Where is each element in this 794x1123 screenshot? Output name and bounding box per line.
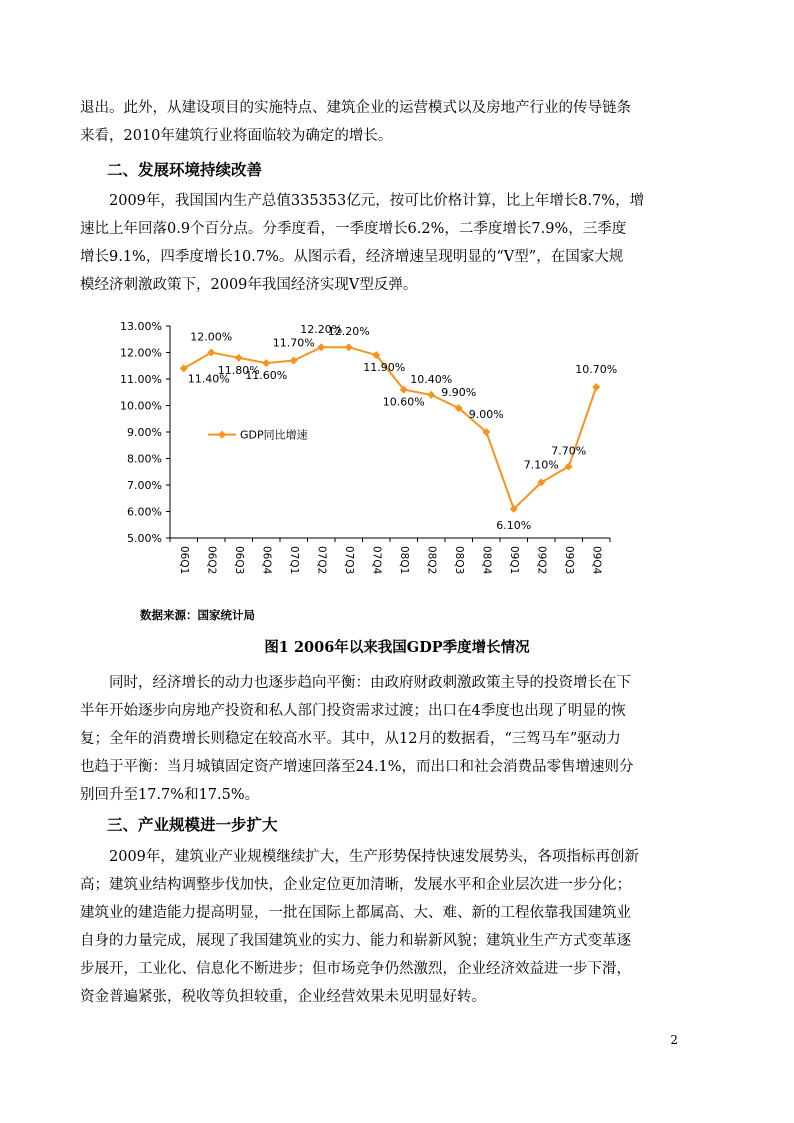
text-line: 增长9.1%，四季度增长10.7%。从图示看，经济增速呈现明显的“V型”，在国家大规	[80, 249, 624, 265]
text-line: 资金普遍紧张，税收等负担较重，企业经营效果未见明显好转。	[80, 989, 486, 1005]
y-tick-label: 8.00%	[127, 452, 162, 466]
y-tick-label: 11.00%	[120, 373, 162, 386]
data-label: 10.70%	[575, 362, 618, 376]
text-line: 2009年，我国国内生产总值335353亿元，按可比价格计算，比上年增长8.7%，增	[109, 193, 645, 209]
x-tick-label: 07Q1	[287, 546, 300, 575]
data-label: 6.10%	[496, 518, 532, 532]
data-label: 12.20%	[327, 325, 370, 339]
section-heading-environment: 二、发展环境持续改善	[107, 161, 263, 179]
text-line: 步展开，工业化、信息化不断进步；但市场竞争仍然激烈，企业经济效益进一步下滑，	[80, 961, 631, 977]
page-number: 2	[670, 1033, 678, 1047]
data-point-marker	[290, 356, 298, 364]
section-heading-industry-scale: 三、产业规模进一步扩大	[107, 816, 278, 834]
data-label: 12.00%	[190, 330, 233, 344]
x-tick-label: 06Q1	[177, 546, 190, 575]
y-tick-label: 7.00%	[127, 479, 162, 492]
data-label: 11.40%	[187, 372, 230, 386]
paragraph-industry	[80, 843, 680, 1011]
x-tick-label: 09Q1	[507, 546, 520, 575]
text-line: 同时，经济增长的动力也逐步趋向平衡：由政府财政刺激政策主导的投资增长在下	[109, 675, 631, 691]
data-point-marker	[592, 383, 600, 391]
text-line: 也趋于平衡：当月城镇固定资产增速回落至24.1%，而出口和社会消费品零售增速则分	[80, 759, 634, 775]
x-tick-label: 06Q2	[205, 546, 218, 575]
data-label: 11.70%	[272, 336, 315, 350]
data-point-marker	[235, 354, 243, 362]
gdp-line-chart	[96, 312, 636, 602]
data-point-marker	[180, 364, 188, 372]
text-line: 自身的力量完成，展现了我国建筑业的实力、能力和崭新风貌；建筑业生产方式变革逐	[80, 933, 631, 949]
y-tick-label: 12.00%	[120, 346, 162, 360]
x-tick-label: 09Q4	[590, 546, 603, 575]
data-point-marker	[565, 462, 573, 470]
y-tick-label: 10.00%	[120, 399, 162, 413]
x-tick-label: 06Q3	[232, 546, 245, 575]
paragraph-intro	[80, 94, 680, 150]
data-point-marker	[427, 391, 435, 399]
data-label: 11.60%	[245, 369, 288, 383]
data-label: 11.80%	[217, 363, 260, 377]
y-tick-label: 5.00%	[127, 532, 162, 545]
data-label: 7.70%	[551, 444, 587, 458]
text-line: 别回升至17.7%和17.5%。	[80, 787, 260, 803]
data-label: 12.20%	[300, 323, 343, 337]
data-point-marker	[262, 359, 270, 367]
text-line: 退出。此外，从建设项目的实施特点、建筑企业的运营模式以及房地产行业的传导链条	[80, 100, 631, 116]
x-tick-label: 06Q4	[260, 546, 273, 575]
text-line: 模经济刺激政策下，2009年我国经济实现V型反弹。	[80, 277, 418, 293]
x-tick-label: 07Q4	[370, 546, 383, 575]
y-tick-label: 13.00%	[120, 320, 162, 333]
x-tick-label: 08Q4	[480, 546, 493, 575]
text-line: 速比上年回落0.9个百分点。分季度看，一季度增长6.2%，二季度增长7.9%，三季度	[80, 221, 627, 237]
x-tick-label: 09Q3	[562, 546, 575, 575]
y-tick-label: 6.00%	[127, 505, 162, 519]
data-label: 9.00%	[468, 408, 504, 421]
data-label: 7.10%	[523, 458, 559, 472]
x-tick-label: 09Q2	[535, 546, 548, 575]
text-line: 来看，2010年建筑行业将面临较为确定的增长。	[80, 128, 393, 144]
data-point-marker	[317, 343, 325, 351]
data-label: 11.90%	[363, 361, 406, 375]
text-line: 复；全年的消费增长则稳定在较高水平。其中，从12月的数据看，“三驾马车”驱动力	[80, 731, 621, 747]
text-line: 高；建筑业结构调整步伐加快，企业定位更加清晰，发展水平和企业层次进一步分化；	[80, 877, 631, 893]
legend-label: GDP同比增速	[240, 428, 308, 442]
figure-source: 数据来源：国家统计局	[140, 608, 255, 622]
x-tick-label: 08Q2	[425, 546, 438, 575]
text-line: 建筑业的建造能力提高明显，一批在国际上都属高、大、难、新的工程依靠我国建筑业	[80, 905, 631, 921]
x-tick-label: 07Q3	[342, 546, 355, 575]
data-point-marker	[345, 343, 353, 351]
data-label: 10.60%	[382, 395, 425, 409]
x-tick-label: 08Q3	[452, 546, 465, 575]
y-tick-label: 9.00%	[127, 426, 162, 439]
legend-marker	[218, 431, 226, 439]
data-label: 10.40%	[410, 372, 453, 386]
paragraph-gdp	[80, 187, 680, 299]
text-line: 半年开始逐步向房地产投资和私人部门投资需求过渡；出口在4季度也出现了明显的恢	[80, 703, 626, 719]
data-label: 9.90%	[441, 386, 477, 400]
figure-caption: 图1 2006年以来我国GDP季度增长情况	[264, 639, 530, 656]
x-tick-label: 07Q2	[315, 546, 328, 575]
x-tick-label: 08Q1	[397, 546, 410, 575]
text-line: 2009年，建筑业产业规模继续扩大，生产形势保持快速发展势头，各项指标再创新	[109, 849, 639, 865]
paragraph-growth-drivers	[80, 669, 680, 809]
